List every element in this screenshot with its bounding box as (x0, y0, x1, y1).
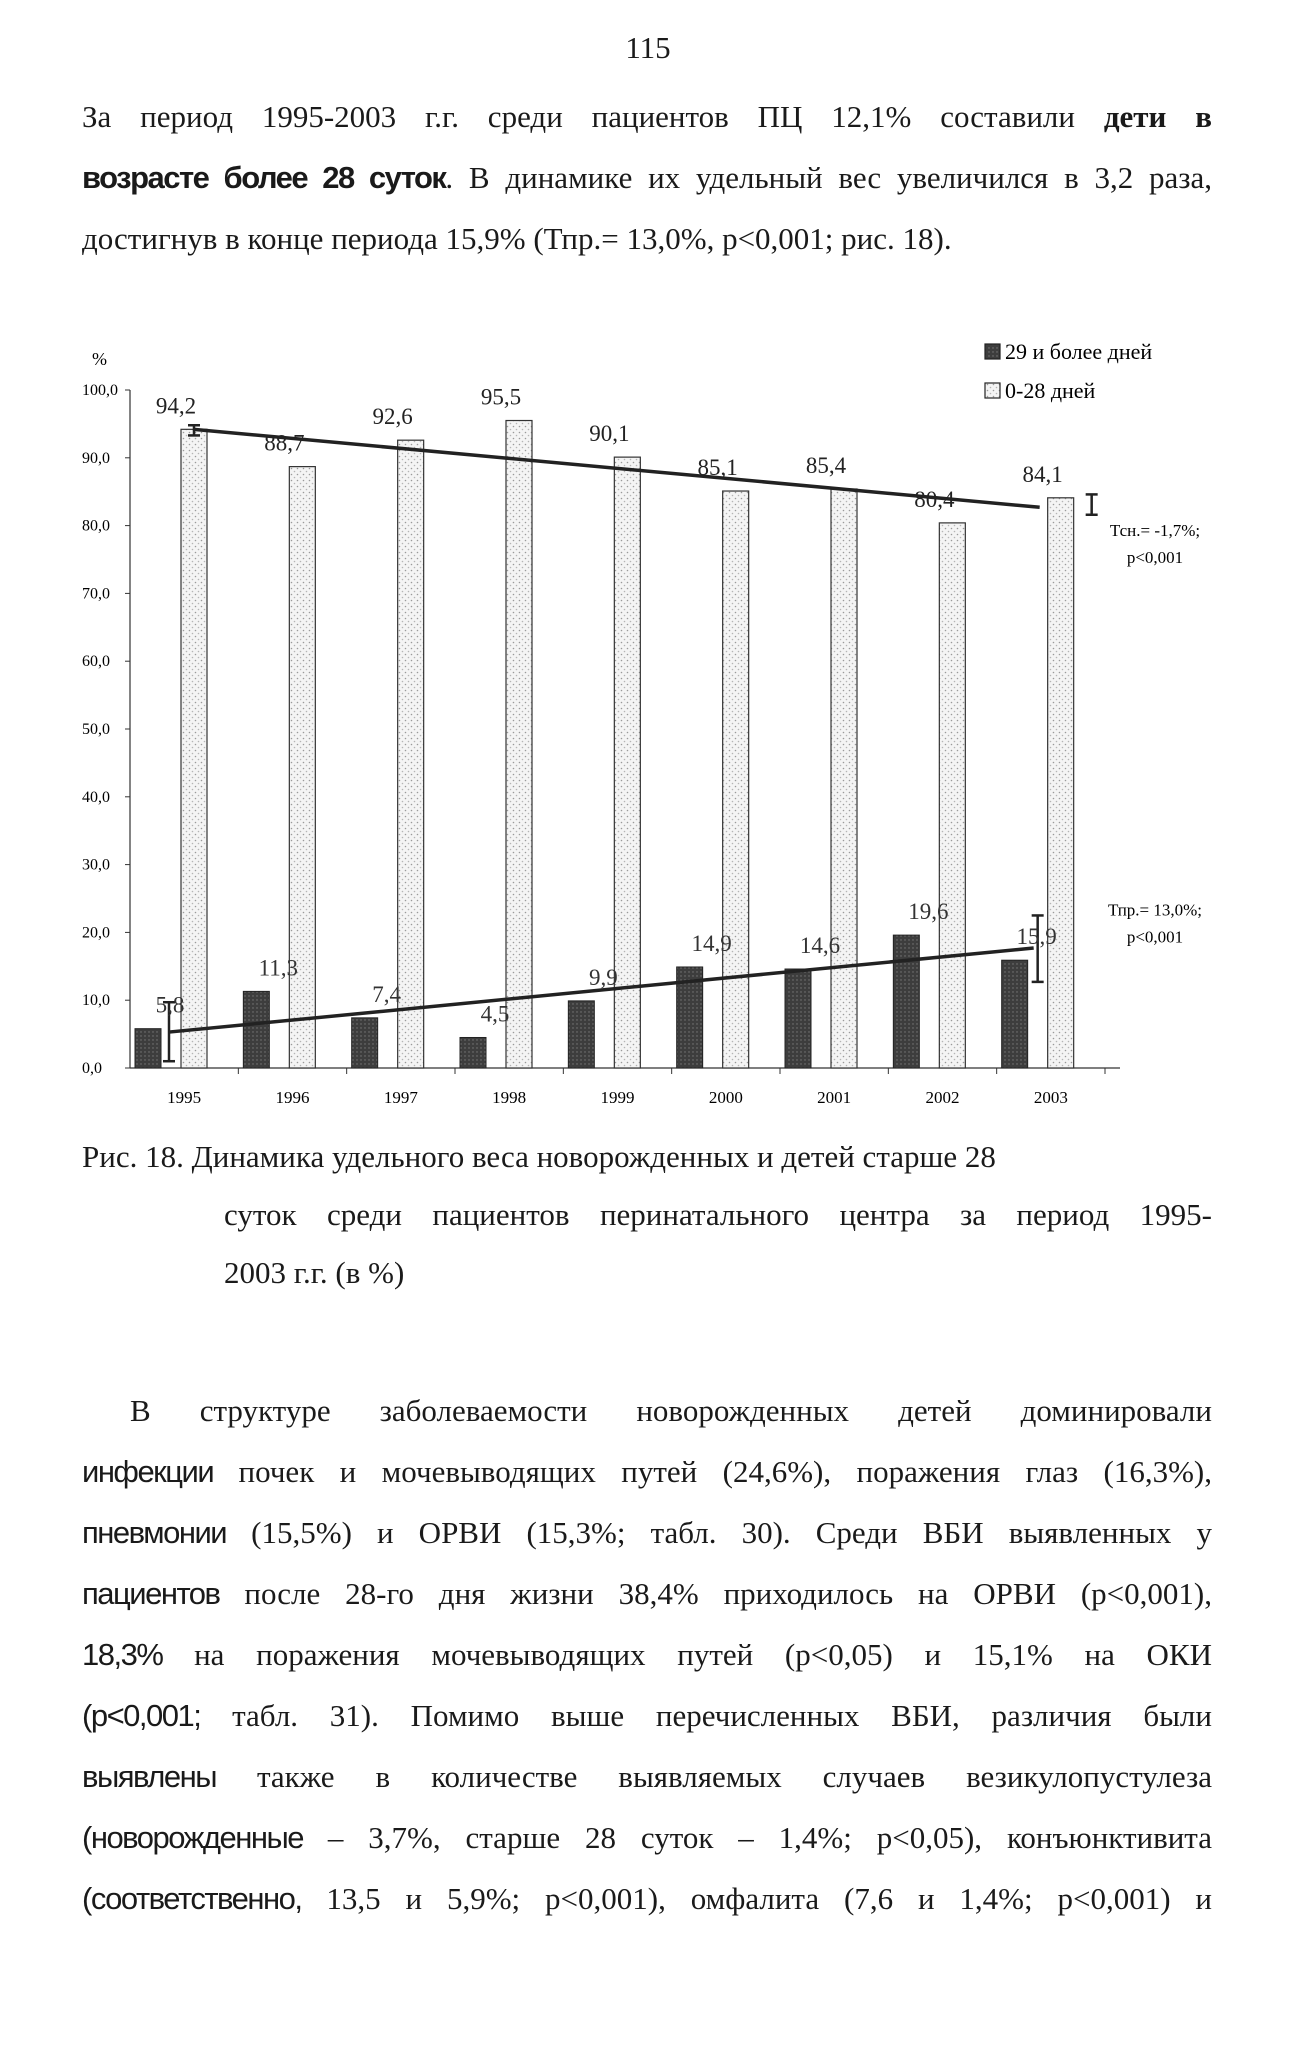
bar-0-28 (831, 489, 857, 1068)
trend-annotation: p<0,001 (1126, 547, 1184, 567)
body-line-8: (новорожденные – 3,7%, старше 28 суток – 1,4%; р<0,05), конъюнктивита (82, 1820, 1212, 1855)
bar-29-plus (352, 1018, 378, 1068)
x-tick-label: 2002 (925, 1088, 960, 1107)
body-line-4: пациентов после 28-го дня жизни 38,4% приходилось на ОРВИ (р<0,001), (82, 1576, 1212, 1611)
bar-0-28 (723, 491, 749, 1068)
legend-label: 29 и более дней (1005, 339, 1153, 364)
bar-29-plus (893, 935, 919, 1068)
bar-0-28 (398, 440, 424, 1068)
page-number: 115 (625, 30, 671, 65)
data-label-29-plus: 19,6 (908, 899, 949, 925)
bar-29-plus (1002, 960, 1028, 1068)
bar-0-28 (614, 457, 640, 1068)
data-label-0-28: 92,6 (372, 404, 413, 430)
y-axis (82, 349, 130, 1077)
body-line-3: пневмонии (15,5%) и ОРВИ (15,3%; табл. 30). Среди ВБИ выявленных у (82, 1515, 1212, 1550)
y-tick-label: 0,0 (82, 1060, 102, 1077)
y-tick-label: 20,0 (82, 924, 110, 942)
x-tick-label: 1996 (275, 1088, 310, 1107)
bar-0-28 (1048, 498, 1074, 1068)
y-tick-label: 80,0 (82, 517, 110, 535)
data-label-0-28: 85,4 (805, 452, 847, 478)
data-label-0-28: 94,2 (155, 393, 197, 419)
data-label-0-28: 84,1 (1022, 461, 1063, 487)
data-label-0-28: 85,1 (697, 455, 738, 481)
y-tick-label: 60,0 (82, 653, 110, 671)
figure-18-chart (80, 335, 1220, 1115)
caption-line-2: суток среди пациентов перинатального центра за период 1995- (224, 1197, 1212, 1232)
x-axis (130, 1068, 1120, 1107)
y-tick-label: 30,0 (82, 856, 110, 874)
legend-swatch (985, 383, 1000, 398)
data-label-0-28: 80,4 (914, 486, 955, 512)
trend-annotation: Тсн.= -1,7%; (1109, 520, 1201, 540)
trend-lines (163, 425, 1202, 1061)
trend-annotation: Тпр.= 13,0%; (1107, 900, 1203, 920)
x-tick-label: 1999 (600, 1088, 635, 1107)
bar-29-plus (135, 1029, 161, 1068)
intro-paragraph (82, 86, 1212, 269)
legend (985, 339, 1152, 403)
x-tick-label: 1995 (167, 1088, 202, 1107)
bar-0-28 (506, 421, 532, 1068)
data-label-29-plus: 14,6 (799, 933, 841, 959)
body-line-5: 18,3% на поражения мочевыводящих путей (р<0,05) и 15,1% на ОКИ (82, 1637, 1212, 1672)
body-line-6: (р<0,001; табл. 31). Помимо выше перечисленных ВБИ, различия были (82, 1698, 1212, 1733)
x-tick-label: 1997 (383, 1088, 418, 1107)
body-paragraph (82, 1380, 1212, 1929)
data-label-0-28: 95,5 (480, 384, 522, 410)
bar-29-plus (785, 969, 811, 1068)
data-label-29-plus: 15,9 (1016, 924, 1057, 950)
body-line-2: инфекции почек и мочевыводящих путей (24,6%), поражения глаз (16,3%), (82, 1454, 1212, 1489)
y-tick-label: 10,0 (82, 992, 110, 1010)
data-label-29-plus: 4,5 (480, 1001, 510, 1027)
data-label-0-28: 90,1 (589, 421, 630, 447)
figure-caption (82, 1128, 1212, 1302)
data-label-29-plus: 9,9 (588, 964, 618, 990)
y-tick-label: 40,0 (82, 788, 110, 806)
y-tick-label: 90,0 (82, 449, 110, 467)
x-tick-label: 2003 (1033, 1088, 1068, 1107)
x-tick-label: 2000 (708, 1088, 743, 1107)
body-line-9: (соответственно, 13,5 и 5,9%; р<0,001), омфалита (7,6 и 1,4%; р<0,001) и (82, 1881, 1212, 1916)
data-label-29-plus: 11,3 (258, 955, 299, 981)
y-tick-label: 70,0 (82, 585, 110, 603)
data-label-29-plus: 5,8 (155, 992, 185, 1018)
body-line-1: В структуре заболеваемости новорожденных детей доминировали (130, 1393, 1212, 1428)
bar-29-plus (568, 1001, 594, 1068)
intro-line-1: За период 1995-2003 г.г. среди пациентов ПЦ 12,1% составили дети в (82, 99, 1212, 134)
data-label-29-plus: 7,4 (372, 981, 402, 1007)
body-line-7: выявлены также в количестве выявляемых случаев везикулопустулеза (82, 1759, 1212, 1794)
bar-0-28 (939, 523, 965, 1068)
bar-29-plus (460, 1037, 486, 1068)
legend-label: 0-28 дней (1005, 378, 1096, 403)
x-tick-label: 2001 (817, 1088, 852, 1107)
data-label-0-28: 88,7 (264, 430, 305, 456)
x-tick-label: 1998 (492, 1088, 527, 1107)
y-tick-label: 100,0 (82, 382, 118, 399)
intro-line-3: достигнув в конце периода 15,9% (Тпр.= 13,0%, р<0,001; рис. 18). (82, 221, 952, 256)
caption-line-3: 2003 г.г. (в %) (224, 1255, 405, 1290)
data-label-29-plus: 14,9 (691, 930, 732, 956)
legend-swatch (985, 344, 1000, 359)
trend-annotation: p<0,001 (1126, 927, 1184, 947)
y-axis-unit: % (92, 349, 107, 369)
bar-0-28 (181, 429, 207, 1068)
caption-line-1: Рис. 18. Динамика удельного веса новорожденных и детей старше 28 (82, 1139, 996, 1174)
intro-line-2: возрасте более 28 суток. В динамике их удельный вес увеличился в 3,2 раза, (82, 160, 1212, 195)
y-tick-label: 50,0 (82, 721, 110, 738)
bar-29-plus (243, 991, 269, 1068)
